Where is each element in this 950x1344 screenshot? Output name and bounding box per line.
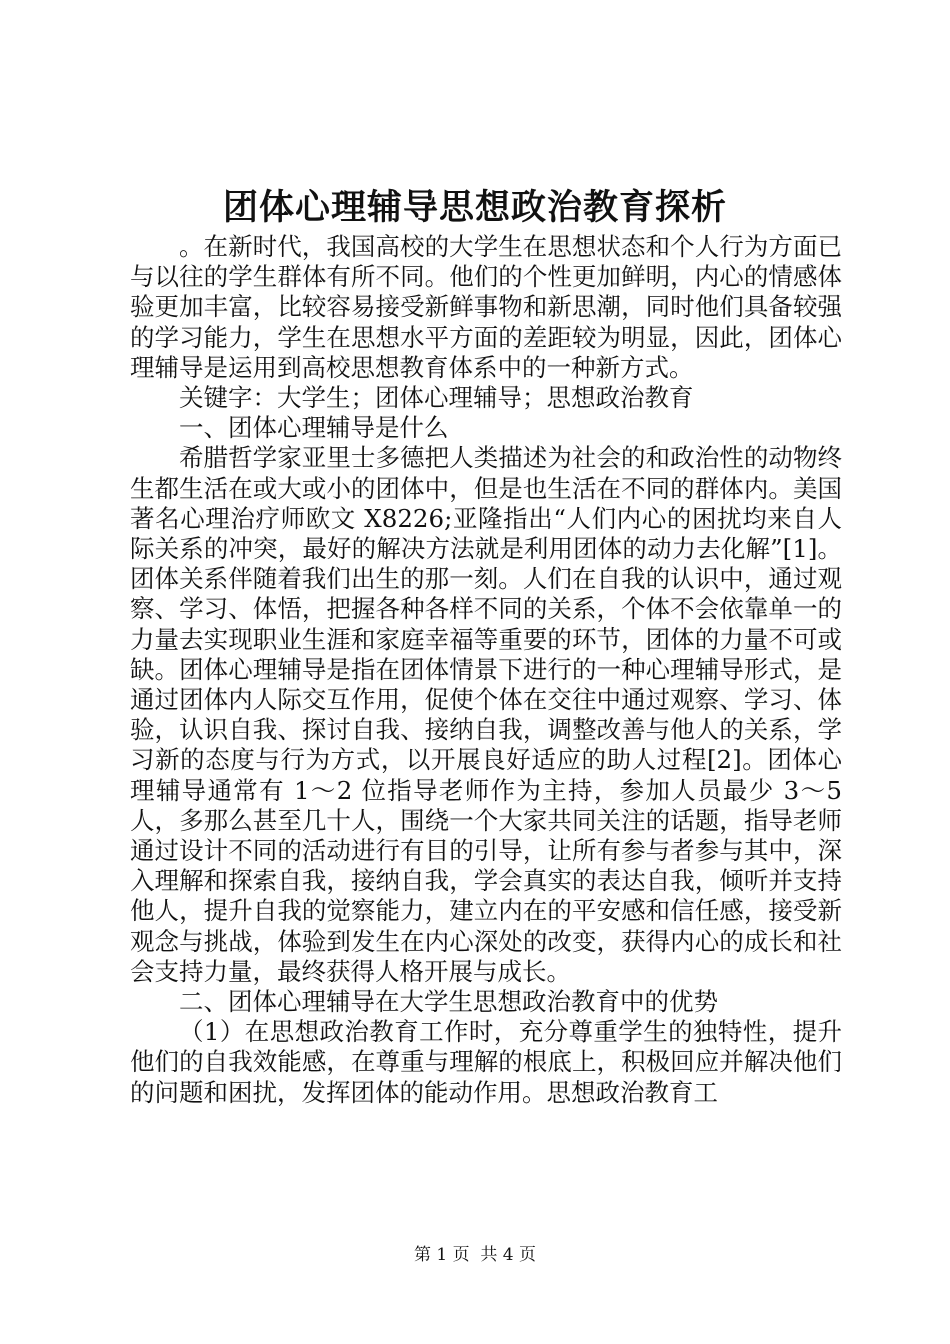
page-footer [0, 1244, 950, 1266]
body-paragraph: 希腊哲学家亚里士多德把人类描述为社会的和政治性的动物终生都生活在或大或小的团体中，但是也生活在不同的群体内。美国著名心理治疗师欧文 X8226;亚隆指出“人们内心的困扰均来自人际关系的冲突，最好的解决方法就是利用团体的动力去化解”[1]。团体关系伴随着我们出生的那一刻。人们在自我的认识中，通过观察、学习、体悟，把握各种各样不同的关系，个体不会依靠单一的力量去实现职业生涯和家庭幸福等重要的环节，团体的力量不可或缺。团体心理辅导是指在团体情景下进行的一种心理辅导形式，是通过团体内人际交互作用，促使个体在交往中通过观察、学习、体验，认识自我、探讨自我、接纳自我，调整改善与他人的关系，学习新的态度与行为方式，以开展良好适应的助人过程[2]。团体心理辅导通常有 1～2 位指导老师作为主持，参加人员最少 3～5 人，多那么甚至几十人，围绕一个大家共同关注的话题，指导老师通过设计不同的活动进行有目的引导，让所有参与者参与其中，深入理解和探索自我，接纳自我，学会真实的表达自我，倾听并支持他人，提升自我的觉察能力，建立内在的平安感和信任感，接受新观念与挑战，体验到发生在内心深处的改变，获得内心的成长和社会支持力量，最终获得人格开展与成长。 [130, 443, 842, 986]
section-heading-2: 二、团体心理辅导在大学生思想政治教育中的优势 [179, 987, 718, 1017]
document-title: 团体心理辅导思想政治教育探析 [222, 187, 727, 228]
body-paragraph: （1）在思想政治教育工作时，充分尊重学生的独特性，提升他们的自我效能感，在尊重与理解的根底上，积极回应并解决他们的问题和困扰，发挥团体的能动作用。思想政治教育工 [130, 1017, 842, 1107]
abstract-paragraph: 。在新时代，我国高校的大学生在思想状态和个人行为方面已与以往的学生群体有所不同。他们的个性更加鲜明，内心的情感体验更加丰富，比较容易接受新鲜事物和新思潮，同时他们具备较强的学习能力，学生在思想水平方面的差距较为明显，因此，团体心理辅导是运用到高校思想教育体系中的一种新方式。 [130, 232, 842, 382]
section-heading-1: 一、团体心理辅导是什么 [179, 413, 449, 443]
page-number-label: 第 1 页 共 4 页 [413, 1245, 537, 1265]
keywords-line: 关键字：大学生；团体心理辅导；思想政治教育 [179, 383, 694, 413]
document-body [130, 232, 842, 1108]
